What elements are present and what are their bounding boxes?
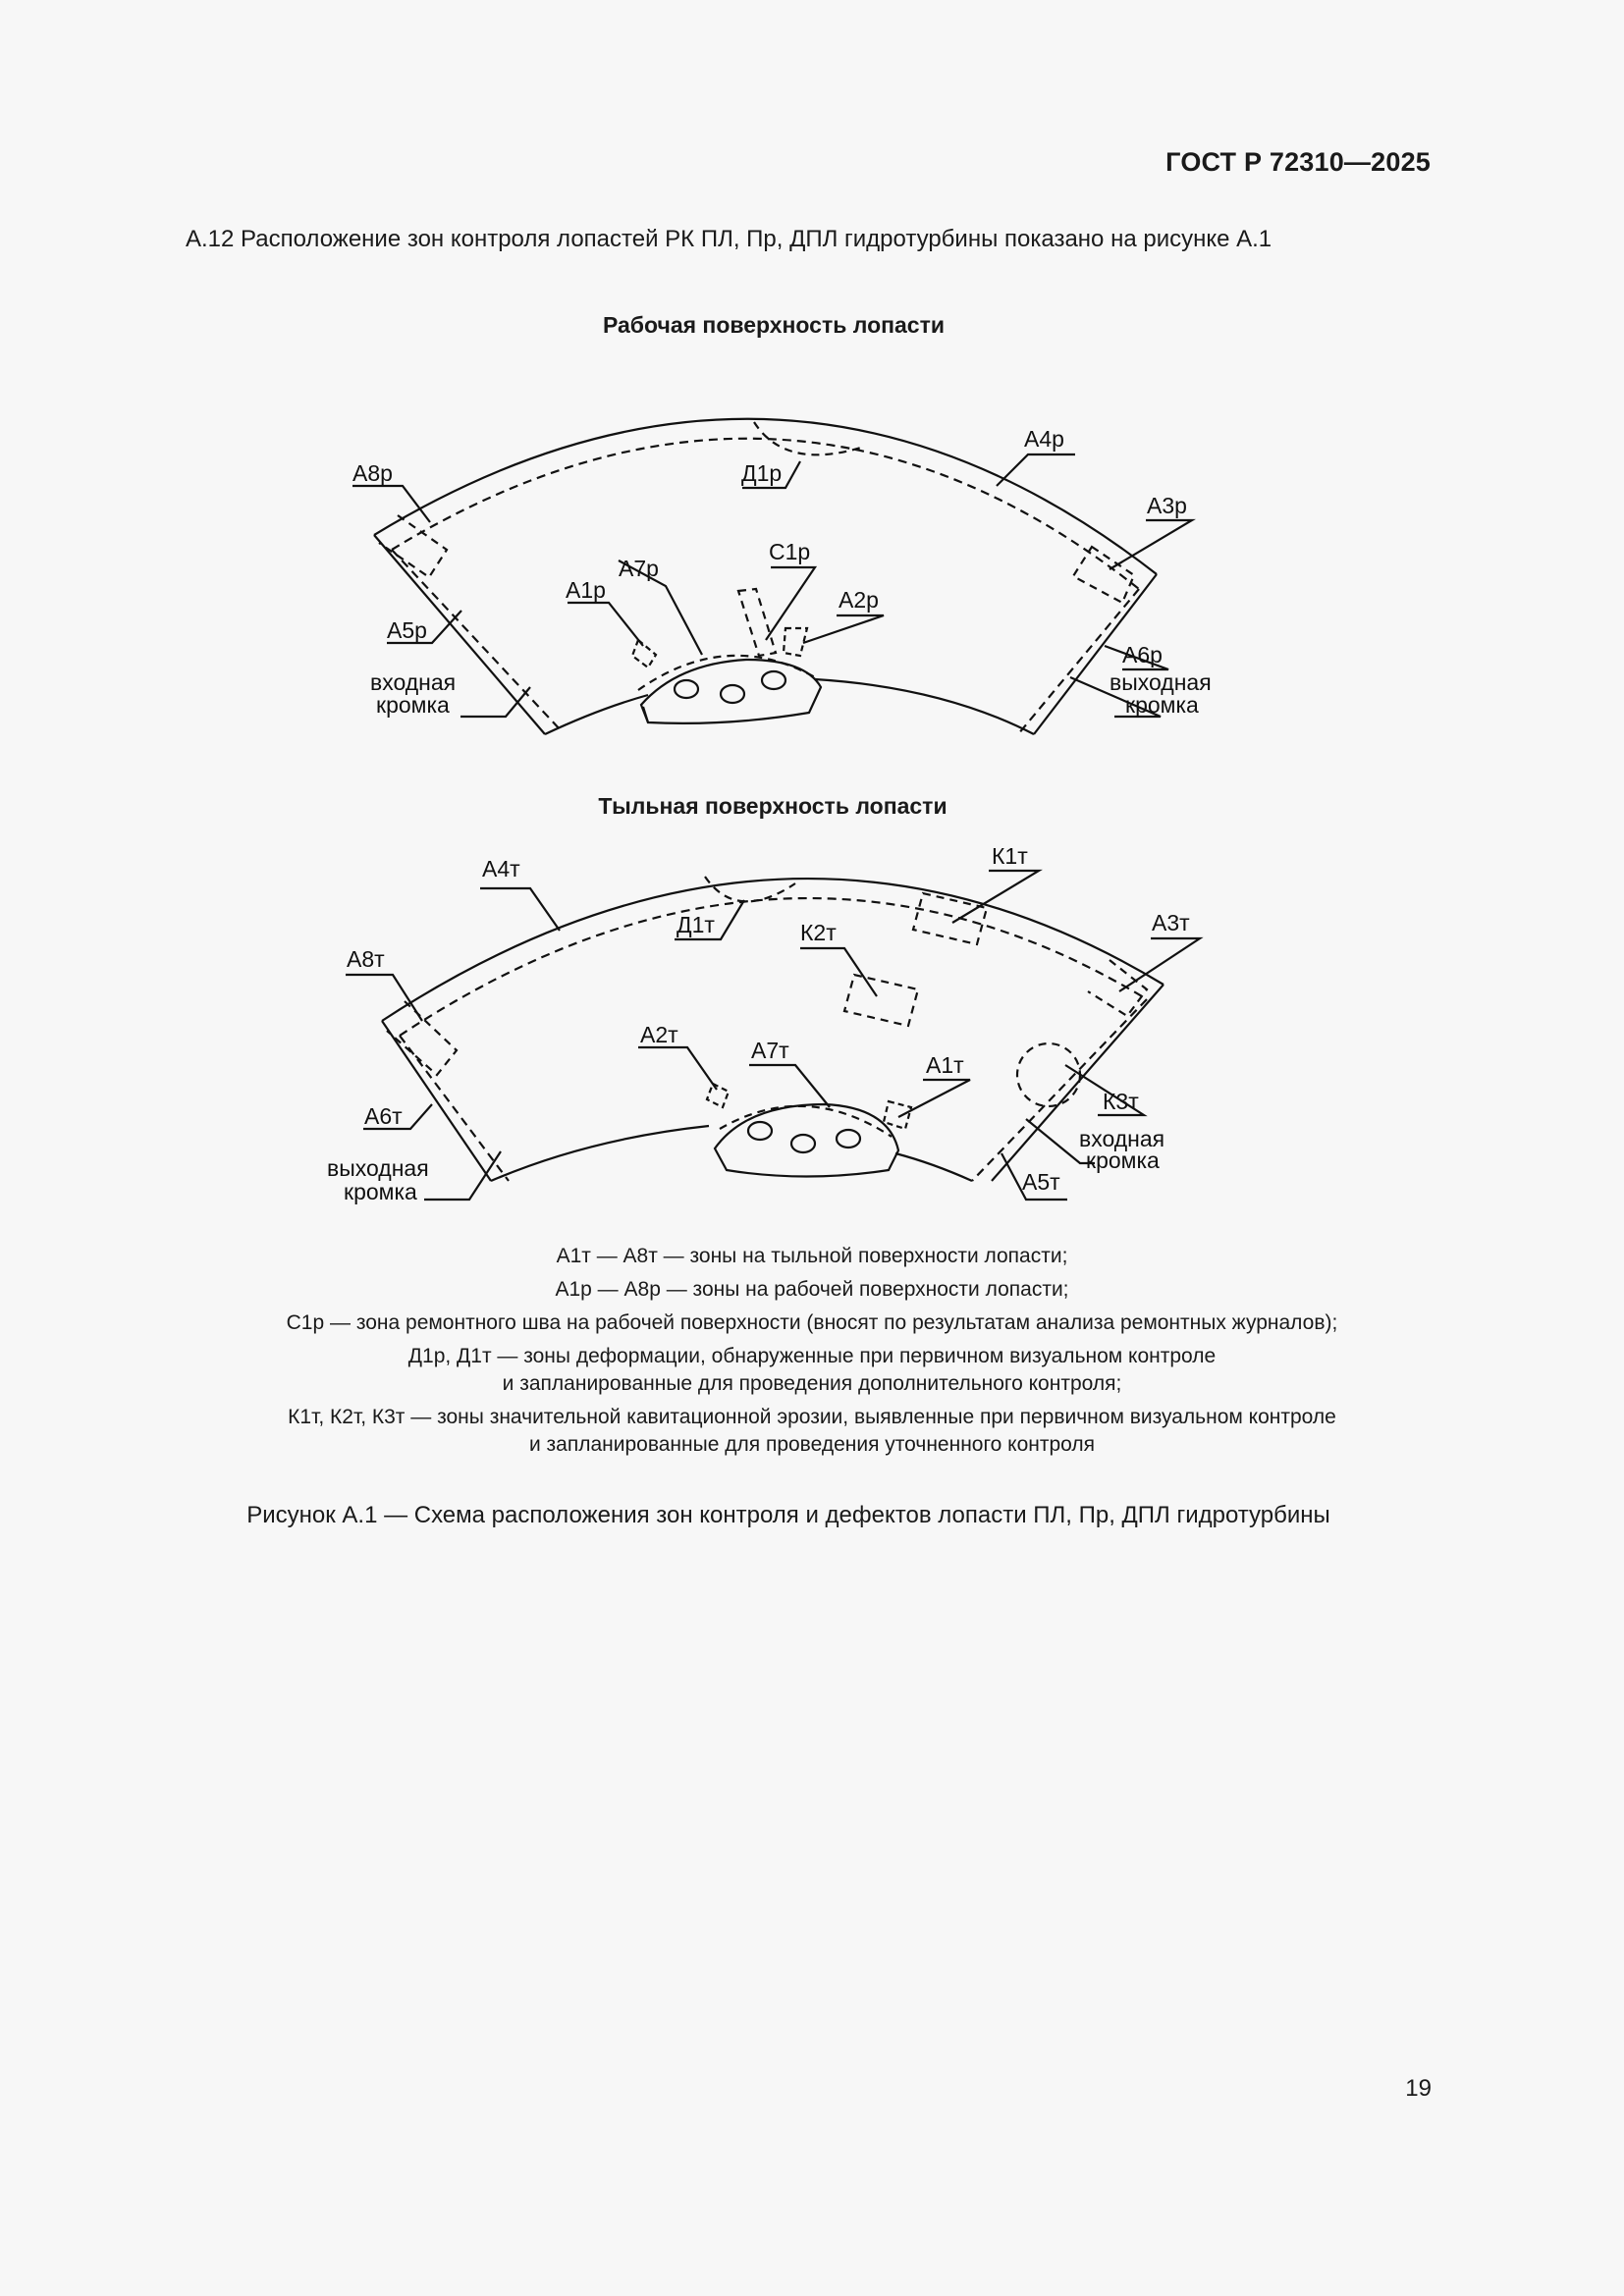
label-a3t: А3т <box>1152 910 1190 935</box>
label-a2r: А2р <box>839 587 879 613</box>
label-a6r: А6р <box>1122 642 1163 667</box>
legend-line: и запланированные для проведения дополнительного контроля; <box>502 1372 1122 1395</box>
label-a8t: А8т <box>347 946 385 972</box>
label-a7t: А7т <box>751 1038 789 1063</box>
figure-legend <box>0 1243 1624 1465</box>
blade-back-surface <box>346 871 1200 1200</box>
label-a5t: А5т <box>1022 1169 1060 1195</box>
label-left-edge-1: входная <box>370 669 457 695</box>
label-a1t: А1т <box>926 1052 964 1078</box>
legend-line: Д1р, Д1т — зоны деформации, обнаруженные при первичном визуальном контроле <box>407 1345 1217 1367</box>
label-left-edge-2: кромка <box>376 692 450 718</box>
legend-line: и запланированные для проведения уточненного контроля <box>528 1433 1096 1456</box>
label-k3t: К3т <box>1103 1089 1139 1114</box>
legend-item-group <box>0 1343 1624 1398</box>
label-d1r: Д1р <box>741 460 783 486</box>
figure-caption: Рисунок А.1 — Схема расположения зон контроля и дефектов лопасти ПЛ, Пр, ДПЛ гидротурбины <box>246 1502 1330 1528</box>
figure-title-working-surface: Рабочая поверхность лопасти <box>602 312 946 338</box>
label-a4r: А4р <box>1024 426 1064 452</box>
legend-item-group <box>0 1404 1624 1459</box>
label-right-edge-1: выходная <box>1110 669 1212 695</box>
label-a4t: А4т <box>482 856 520 881</box>
legend-line: К1т, К2т, К3т — зоны значительной кавитационной эрозии, выявленные при первичном визуальном контроле <box>288 1406 1336 1428</box>
label-c1r: С1р <box>769 539 811 564</box>
page-number: 19 <box>1405 2075 1432 2102</box>
document-id: ГОСТ Р 72310—2025 <box>1165 147 1431 177</box>
figure-title-back-surface: Тыльная поверхность лопасти <box>598 793 947 819</box>
label-bottom-left-edge-1: выходная <box>327 1155 429 1181</box>
label-right-edge-2: кромка <box>1125 692 1199 718</box>
label-d1t: Д1т <box>677 912 715 937</box>
label-bottom-right-edge-1: входная <box>1079 1126 1165 1151</box>
label-a7r: А7р <box>619 556 659 581</box>
label-k2t: К2т <box>800 920 837 945</box>
intro-paragraph: А.12 Расположение зон контроля лопастей РК ПЛ, Пр, ДПЛ гидротурбины показано на рисунке А.1 <box>186 226 1272 252</box>
legend-item: А1р — А8р — зоны на рабочей поверхности лопасти; <box>555 1278 1069 1301</box>
legend-item: С1р — зона ремонтного шва на рабочей поверхности (вносят по результатам анализа ремонтных журналов); <box>286 1311 1338 1334</box>
legend-item: А1т — А8т — зоны на тыльной поверхности лопасти; <box>556 1245 1068 1267</box>
label-k1t: К1т <box>992 843 1028 869</box>
label-a6t: А6т <box>364 1103 403 1129</box>
label-a3r: А3р <box>1147 493 1187 518</box>
label-bottom-left-edge-2: кромка <box>344 1179 417 1204</box>
label-a8r: А8р <box>352 460 393 486</box>
label-a5r: А5р <box>387 617 427 643</box>
label-bottom-right-edge-2: кромка <box>1086 1148 1160 1173</box>
label-a2t: А2т <box>640 1022 678 1047</box>
label-a1r: А1р <box>566 577 606 603</box>
